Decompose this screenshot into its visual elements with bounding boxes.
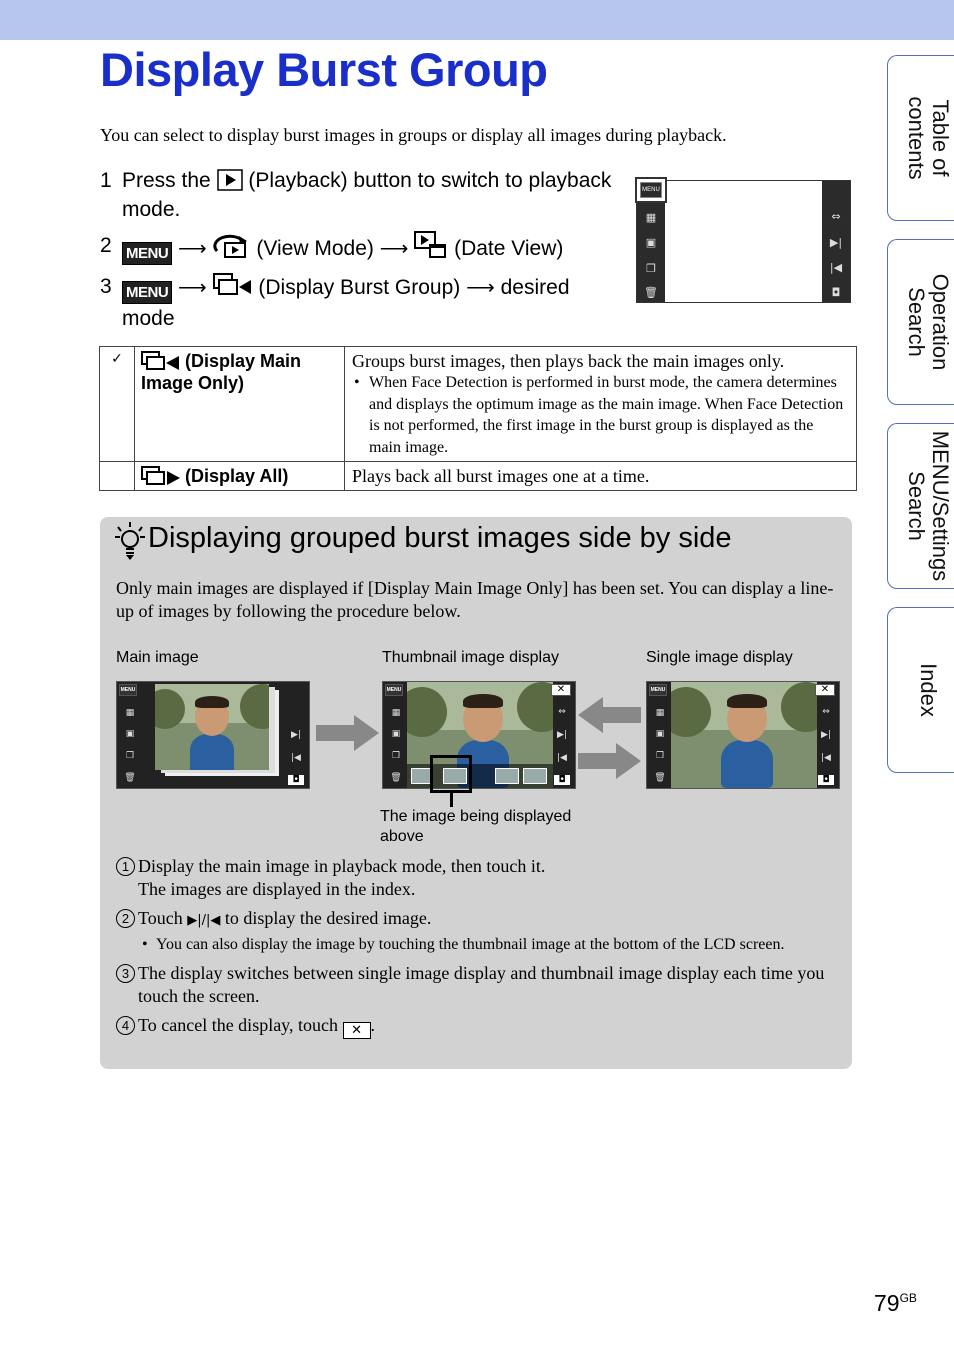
- prev-icon: |◀: [829, 261, 843, 274]
- prev-icon: |◀: [557, 753, 567, 763]
- playback-icon: [217, 169, 243, 191]
- tab-label: Index: [915, 663, 941, 717]
- close-icon[interactable]: ✕: [815, 684, 835, 696]
- arrow-right-icon: ⟶: [379, 238, 409, 260]
- mode-label-text: (Display All): [185, 466, 289, 486]
- zoom-icon: ⇔: [558, 707, 566, 717]
- page-number-suffix: GB: [899, 1291, 917, 1305]
- tab-table-of-contents[interactable]: [887, 55, 954, 221]
- date-view-icon: ▦: [125, 708, 135, 718]
- date-view-icon: ▦: [391, 708, 401, 718]
- step-3: [100, 272, 620, 333]
- burst-icon: ❐: [655, 751, 665, 761]
- date-view-icon: [414, 231, 448, 259]
- photo-hair: [463, 694, 503, 708]
- step-text: The images are displayed in the index.: [138, 879, 416, 899]
- burst-icon: ❐: [391, 751, 401, 761]
- prev-icon: |◀: [291, 753, 301, 763]
- main-image-screen: [116, 681, 310, 789]
- close-icon[interactable]: ✕: [551, 684, 571, 696]
- bullet-list: [352, 372, 849, 458]
- index-icon: ▣: [391, 729, 401, 739]
- thumbnail[interactable]: [523, 768, 547, 784]
- trash-icon: 🗑: [654, 773, 666, 783]
- hint-step-1: [116, 855, 836, 901]
- close-icon: ✕: [343, 1022, 371, 1039]
- step-number-circle: 4: [116, 1016, 135, 1035]
- photo-body: [190, 734, 234, 770]
- thumbnail[interactable]: [495, 768, 519, 784]
- step-number-circle: 3: [116, 964, 135, 983]
- zoom-icon: ⇔: [831, 210, 841, 223]
- step-text: Touch: [138, 908, 183, 928]
- label-image-being-displayed: The image being displayed above: [380, 808, 572, 845]
- index-icon: ▣: [125, 729, 135, 739]
- table-row: [100, 462, 857, 491]
- bullet-item: • When Face Detection is performed in burst mode, the camera determines and displays the optimum image as the main image. When Face Detection is not performed, the first image in the burst group is displayed as the main image.: [352, 372, 849, 458]
- step-text: The display switches between single image display and thumbnail image display each time you touch the screen.: [138, 963, 825, 1006]
- menu-button: [635, 177, 667, 203]
- step-number: 1: [100, 169, 112, 192]
- single-image-display-screen: [646, 681, 840, 789]
- page-number: [874, 1290, 917, 1317]
- hint-step-4: [116, 1014, 836, 1039]
- display-all-icon: [141, 466, 181, 486]
- display-burst-group-icon: [213, 272, 253, 298]
- mode-description: [345, 462, 857, 491]
- lightbulb-icon: [114, 521, 146, 561]
- step-text: (Playback) button to switch to playback mode.: [122, 169, 612, 221]
- mode-label: [135, 347, 345, 462]
- step-text: to display the desired image.: [224, 908, 432, 928]
- burst-icon: ❐: [646, 262, 656, 275]
- page-number-value: 79: [874, 1290, 900, 1316]
- view-mode-icon: [213, 233, 251, 259]
- check-mark: [100, 462, 135, 491]
- menu-button: MENU: [649, 684, 667, 696]
- hint-box: [100, 517, 852, 1069]
- arrow-right-icon: [578, 743, 642, 779]
- camera-screen-illustration: [636, 180, 851, 303]
- step-2: [100, 231, 620, 265]
- next-icon: ▶|: [291, 730, 301, 740]
- photo-body: [721, 740, 773, 788]
- index-icon: ▣: [645, 236, 657, 249]
- arrow-left-icon: [578, 697, 642, 733]
- label-thumbnail-display: Thumbnail image display: [382, 649, 559, 666]
- hint-intro: Only main images are displayed if [Display Main Image Only] has been set. You can display a line-up of images by following the procedure below.: [116, 578, 834, 621]
- photo-hair: [727, 694, 767, 708]
- mode-label: [135, 462, 345, 491]
- tab-label: Operation Search: [903, 273, 953, 371]
- description-text: Groups burst images, then plays back the main images only.: [352, 351, 785, 371]
- step-text: (Date View): [454, 237, 564, 260]
- camera-icon: ◘: [831, 286, 841, 299]
- tab-menu-settings-search[interactable]: [887, 423, 954, 589]
- mode-table: [99, 346, 857, 491]
- next-prev-icon: ▶|/|◀: [187, 913, 221, 928]
- tab-label: MENU/Settings Search: [903, 430, 953, 582]
- prev-icon: |◀: [821, 753, 831, 763]
- hint-steps: [116, 855, 836, 1045]
- page-intro: You can select to display burst images in groups or display all images during playback.: [100, 125, 727, 145]
- date-view-icon: ▦: [655, 708, 665, 718]
- arrow-right-icon: ⟶: [178, 238, 207, 260]
- mode-label-text: (Display Main Image Only): [141, 351, 302, 393]
- label-single-display: Single image display: [646, 649, 793, 666]
- step-list: [100, 166, 620, 340]
- trash-icon: 🗑: [390, 773, 402, 783]
- step-text: To cancel the display, touch: [138, 1015, 339, 1035]
- top-band: [0, 0, 954, 40]
- date-view-icon: ▦: [645, 211, 657, 224]
- step-text: Display the main image in playback mode, then touch it.: [138, 856, 546, 876]
- camera-icon: ◘: [554, 775, 570, 785]
- thumbnail-display-screen: [382, 681, 576, 789]
- menu-icon: MENU: [122, 242, 172, 265]
- step-text: desired mode: [122, 276, 570, 330]
- trash-icon: 🗑: [644, 286, 658, 299]
- arrow-right-icon: [316, 715, 380, 751]
- burst-icon: ❐: [125, 751, 135, 761]
- tab-operation-search[interactable]: [887, 239, 954, 405]
- tab-index[interactable]: [887, 607, 954, 773]
- camera-icon: ◘: [818, 775, 834, 785]
- check-mark: ✓: [100, 347, 135, 462]
- page-title: Display Burst Group: [100, 43, 548, 96]
- step-text: Press the: [122, 169, 211, 192]
- table-row: [100, 347, 857, 462]
- description-text: Plays back all burst images one at a time.: [352, 466, 650, 486]
- next-icon: ▶|: [821, 730, 831, 740]
- step-number: 2: [100, 234, 112, 257]
- arrow-right-icon: ⟶: [178, 277, 207, 299]
- mode-description: [345, 347, 857, 462]
- step-sub-bullet: • You can also display the image by touching the thumbnail image at the bottom of the LCD screen.: [138, 934, 836, 956]
- step-text: (View Mode): [256, 237, 374, 260]
- camera-icon: ◘: [288, 775, 304, 785]
- menu-button: MENU: [119, 684, 137, 696]
- selected-thumbnail-highlight: [430, 755, 472, 793]
- child-photo: [671, 682, 817, 788]
- thumbnail[interactable]: [411, 768, 431, 784]
- trash-icon: 🗑: [124, 773, 136, 783]
- label-main-image: Main image: [116, 649, 199, 666]
- zoom-icon: ⇔: [822, 707, 830, 717]
- step-number-circle: 1: [116, 857, 135, 876]
- step-text: .: [370, 1015, 376, 1035]
- display-main-image-only-icon: [141, 351, 181, 371]
- hint-step-2: [116, 907, 836, 956]
- child-photo: [155, 684, 269, 770]
- index-icon: ▣: [655, 729, 665, 739]
- menu-label: MENU: [640, 182, 662, 198]
- step-number: 3: [100, 275, 112, 298]
- next-icon: ▶|: [557, 730, 567, 740]
- arrow-right-icon: ⟶: [466, 277, 495, 299]
- hint-step-3: [116, 962, 836, 1008]
- hint-title: Displaying grouped burst images side by side: [148, 522, 732, 554]
- step-text: (Display Burst Group): [258, 276, 461, 299]
- step-number-circle: 2: [116, 909, 135, 928]
- tab-label: Table of contents: [903, 96, 953, 180]
- menu-icon: MENU: [122, 281, 172, 304]
- menu-button: MENU: [385, 684, 403, 696]
- photo-hair: [195, 696, 229, 708]
- next-icon: ▶|: [829, 236, 843, 249]
- callout-line: [450, 793, 453, 807]
- step-1: [100, 166, 620, 224]
